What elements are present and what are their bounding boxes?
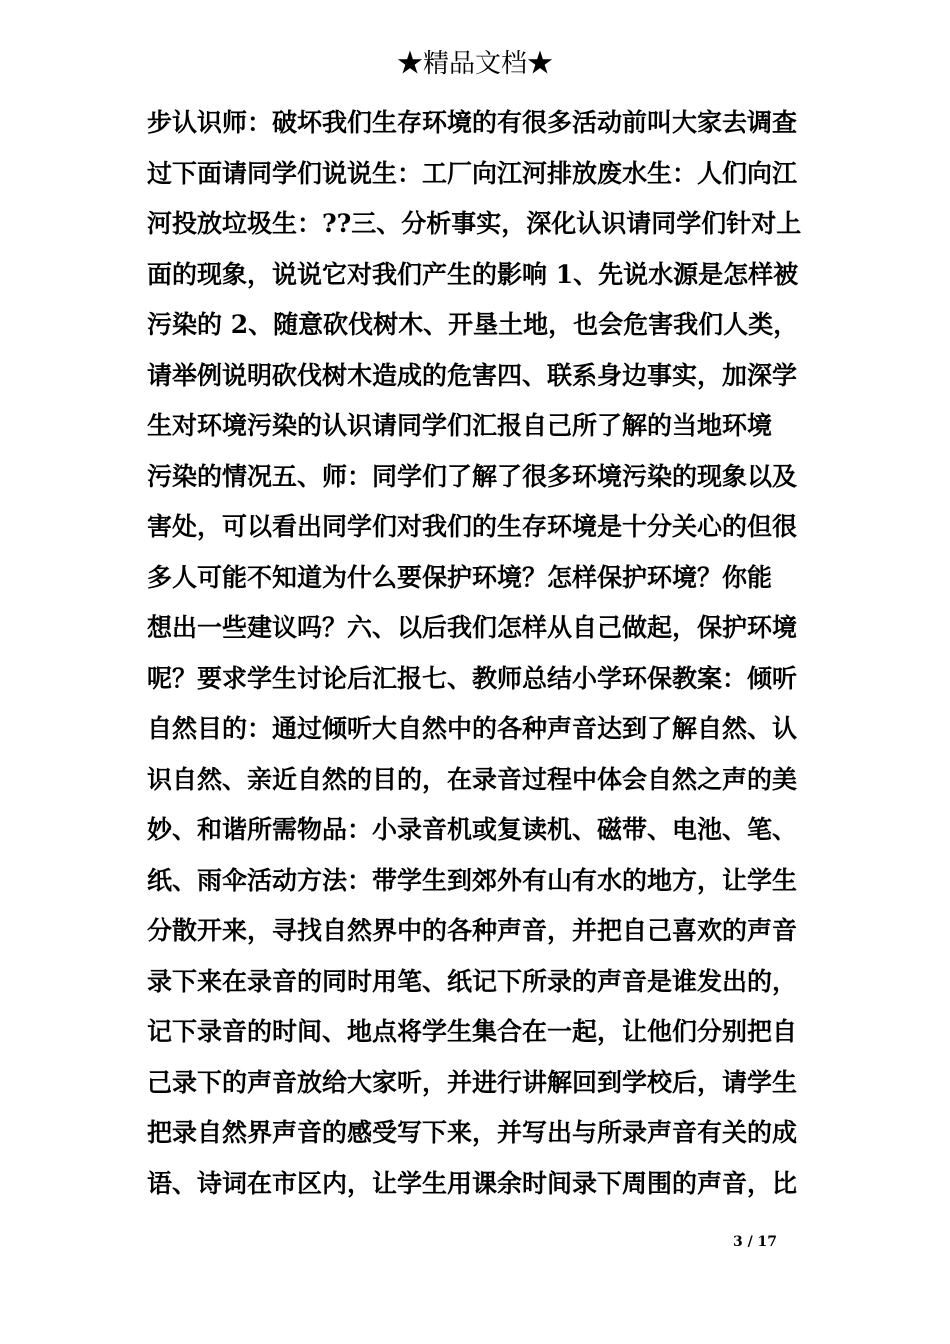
text-line: 纸、雨伞活动方法：带学生到郊外有山有水的地方，让学生 (147, 865, 798, 895)
text-line: 污染的情况五、师：同学们了解了很多环境污染的现象以及 (147, 461, 798, 491)
text-line: 污染的 2、随意砍伐树木、开垦土地，也会危害我们人类， (147, 310, 799, 339)
text-line: 呢？要求学生讨论后汇报七、教师总结小学环保教案：倾听 (147, 663, 798, 693)
text-line: 多人可能不知道为什么要保护环境？怎样保护环境？你能 (147, 562, 773, 592)
text-line: 分散开来，寻找自然界中的各种声音，并把自己喜欢的声音 (147, 916, 798, 945)
text-line: 河投放垃圾生：??三、分析事实，深化认识请同学们针对上 (147, 209, 802, 238)
body-text (147, 98, 813, 1209)
text-line: 把录自然界声音的感受写下来，并写出与所录声音有关的成 (147, 1118, 798, 1147)
text-line: 步认识师：破坏我们生存环境的有很多活动前叫大家去调查 (147, 108, 798, 137)
text-line: 想出一些建议吗？六、以后我们怎样从自己做起，保护环境 (147, 613, 798, 642)
text-line: 请举例说明砍伐树木造成的危害四、联系身边事实，加深学 (147, 360, 798, 390)
text-line: 记下录音的时间、地点将学生集合在一起，让他们分别把自 (147, 1017, 798, 1046)
text-line: 识自然、亲近自然的目的，在录音过程中体会自然之声的美 (147, 764, 798, 794)
text-line: 面的现象，说说它对我们产生的影响 1、先说水源是怎样被 (147, 259, 799, 289)
text-line: 语、诗词在市区内，让学生用课余时间录下周围的声音，比 (147, 1168, 798, 1198)
text-line: 妙、和谐所需物品：小录音机或复读机、磁带、电池、笔、 (147, 815, 798, 844)
text-line: 生对环境污染的认识请同学们汇报自己所了解的当地环境 (147, 411, 773, 440)
text-line: 害处，可以看出同学们对我们的生存环境是十分关心的但很 (147, 512, 798, 541)
text-line: 过下面请同学们说说生：工厂向江河排放废水生：人们向江 (147, 158, 798, 188)
text-line: 自然目的：通过倾听大自然中的各种声音达到了解自然、认 (147, 714, 798, 743)
page-number: 3 / 17 (732, 1234, 778, 1250)
page-header-title: ★精品文档★ (396, 49, 553, 79)
text-line: 录下来在录音的同时用笔、纸记下所录的声音是谁发出的， (147, 966, 798, 996)
text-line: 己录下的声音放给大家听，并进行讲解回到学校后，请学生 (147, 1067, 798, 1097)
